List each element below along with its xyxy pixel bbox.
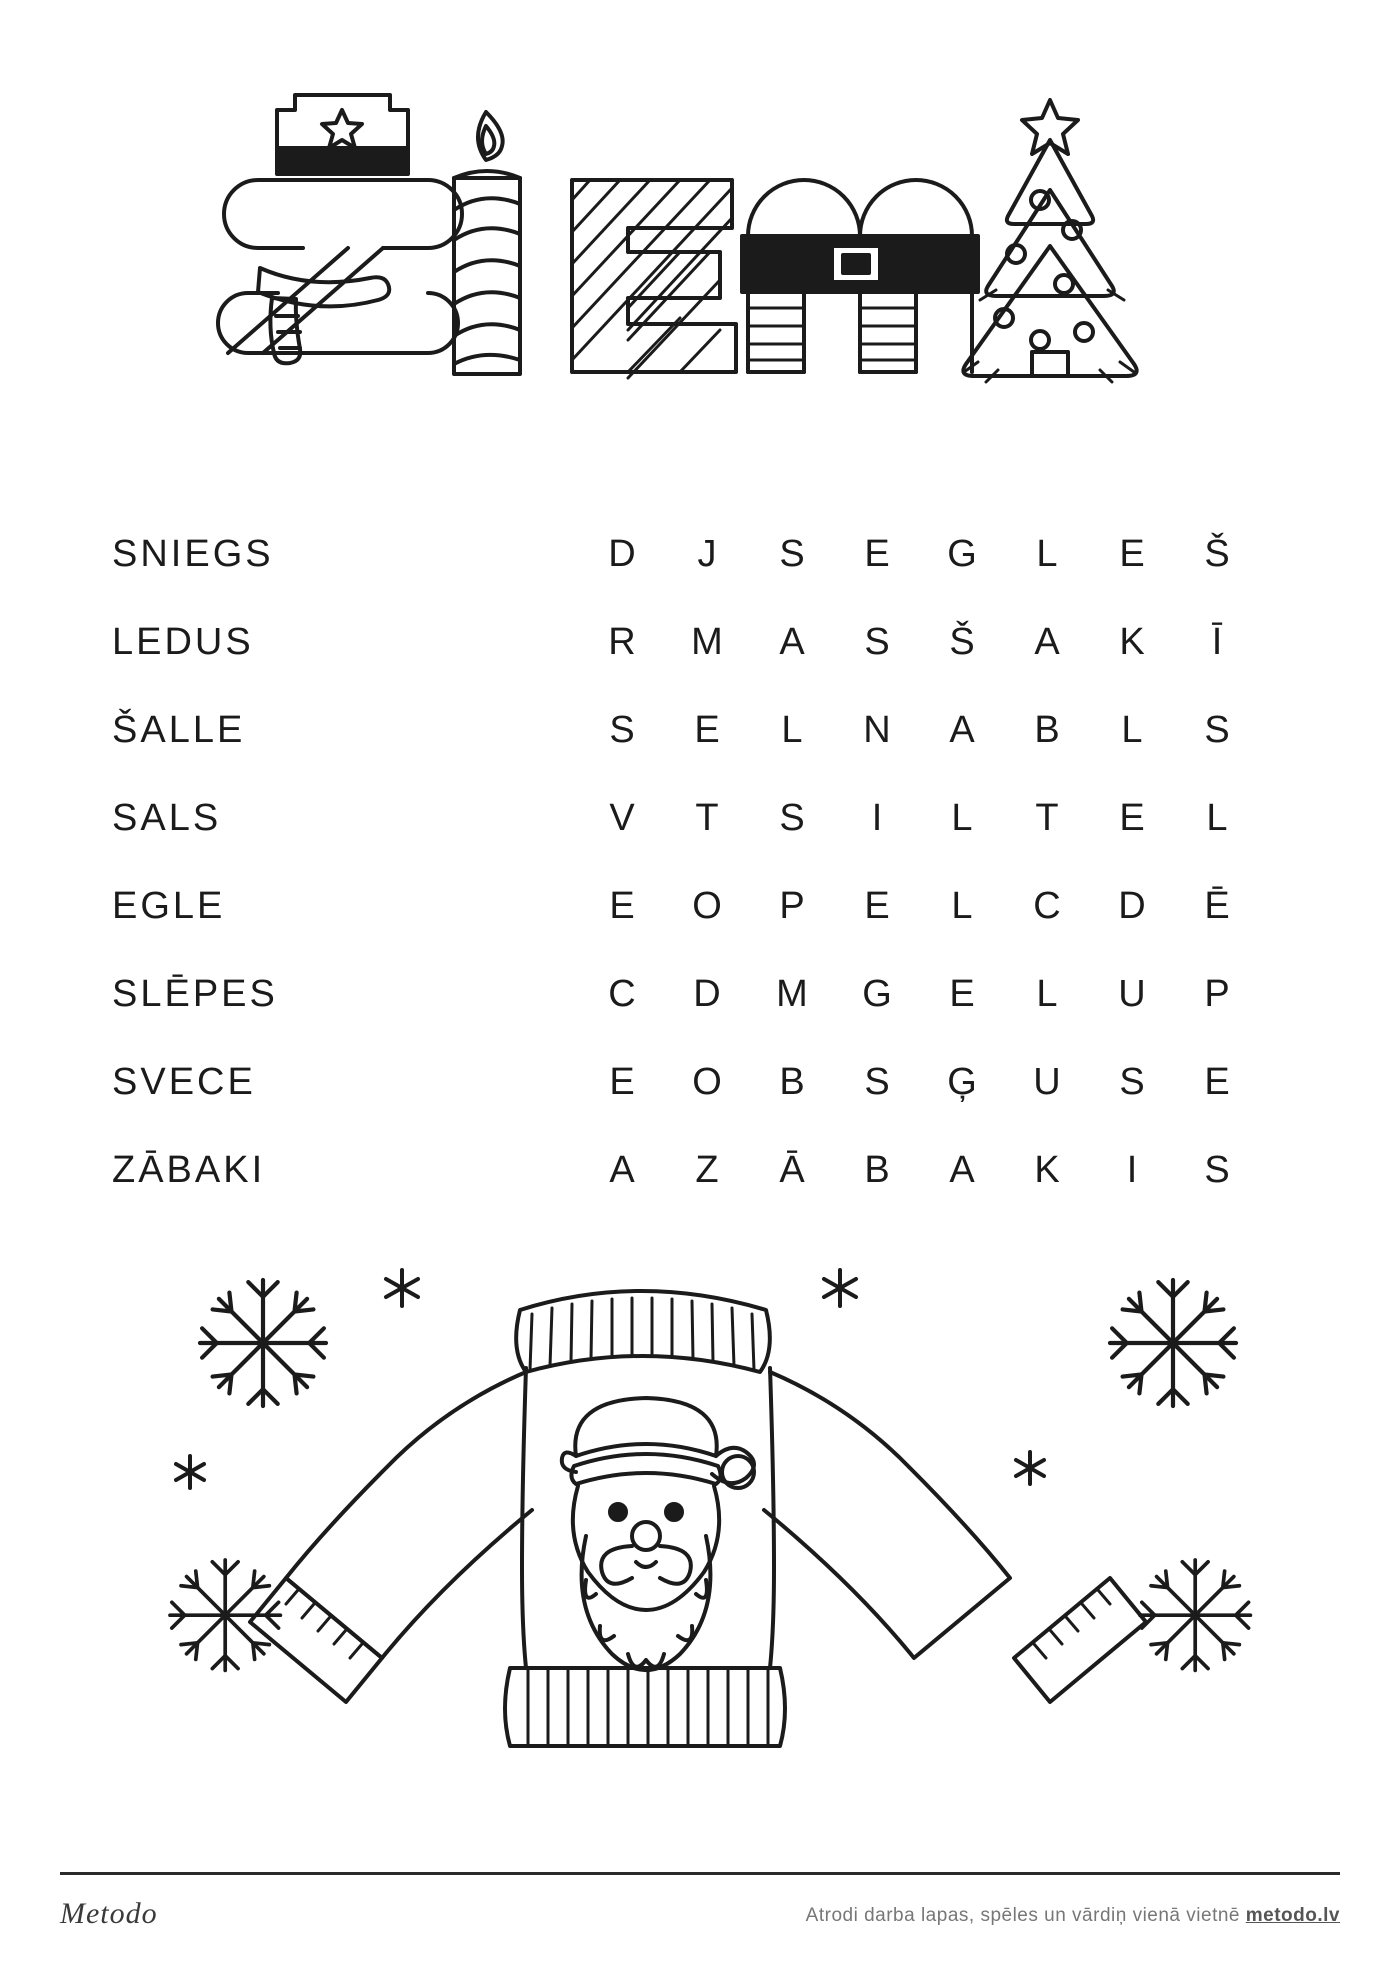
- grid-cell: N: [863, 708, 892, 751]
- grid-cell: L: [1121, 708, 1144, 751]
- word-search-puzzle: [0, 510, 1400, 1190]
- grid-cell: O: [692, 884, 723, 927]
- word-list-item: ŠALLE: [112, 709, 246, 751]
- grid-cell: G: [862, 972, 893, 1015]
- grid-cell: U: [1033, 1060, 1062, 1103]
- grid-cell: O: [692, 1060, 723, 1103]
- grid-cell: L: [1036, 532, 1059, 575]
- grid-cell: M: [691, 620, 724, 663]
- grid-cell: K: [1119, 620, 1146, 663]
- title-illustration-ziema: [120, 40, 1280, 430]
- grid-cell: P: [779, 884, 806, 927]
- word-list-item: SVECE: [112, 1061, 256, 1103]
- footer-note: [806, 1905, 1340, 1931]
- grid-cell: L: [951, 796, 974, 839]
- brand-logo: Metodo: [60, 1897, 158, 1930]
- grid-cell: G: [947, 532, 978, 575]
- word-list-item: SALS: [112, 797, 222, 839]
- grid-cell: U: [1118, 972, 1147, 1015]
- grid-cell: E: [609, 1060, 636, 1103]
- grid-cell: A: [1034, 620, 1061, 663]
- grid-cell: A: [949, 708, 976, 751]
- grid-cell: E: [1119, 796, 1146, 839]
- christmas-sweater: [250, 1291, 1146, 1746]
- grid-cell: Ā: [779, 1148, 806, 1191]
- word-list-item: EGLE: [112, 885, 226, 927]
- grid-cell: R: [608, 620, 637, 663]
- grid-cell: Š: [1204, 532, 1231, 575]
- grid-cell: T: [1035, 796, 1060, 839]
- grid-cell: E: [694, 708, 721, 751]
- grid-cell: E: [949, 972, 976, 1015]
- grid-cell: C: [608, 972, 637, 1015]
- grid-cell: E: [1119, 532, 1146, 575]
- word-list-item: ZĀBAKI: [112, 1149, 266, 1191]
- grid-cell: S: [609, 708, 636, 751]
- grid-cell: S: [1119, 1060, 1146, 1103]
- grid-cell: D: [608, 532, 637, 575]
- grid-cell: L: [1036, 972, 1059, 1015]
- grid-row: [580, 1038, 1260, 1126]
- grid-cell: B: [864, 1148, 891, 1191]
- word-list-item: SLĒPES: [112, 973, 278, 1015]
- grid-cell: A: [949, 1148, 976, 1191]
- grid-cell: I: [1126, 1148, 1139, 1191]
- letter-grid: [580, 510, 1260, 1214]
- grid-cell: V: [609, 796, 636, 839]
- letter-i-candle: [454, 112, 520, 374]
- grid-cell: Ģ: [947, 1060, 978, 1103]
- grid-row: [580, 686, 1260, 774]
- grid-cell: E: [864, 532, 891, 575]
- grid-row: [580, 510, 1260, 598]
- snowflake-icon: [170, 1560, 280, 1670]
- grid-cell: Š: [949, 620, 976, 663]
- letter-a-christmas-tree: [963, 100, 1136, 382]
- snowflake-icon: [1110, 1280, 1236, 1406]
- grid-cell: S: [779, 532, 806, 575]
- grid-cell: A: [609, 1148, 636, 1191]
- grid-cell: L: [951, 884, 974, 927]
- grid-cell: I: [871, 796, 884, 839]
- grid-cell: C: [1033, 884, 1062, 927]
- grid-row: [580, 774, 1260, 862]
- grid-cell: E: [609, 884, 636, 927]
- snowflake-icon: [1140, 1560, 1250, 1670]
- grid-cell: Ē: [1204, 884, 1231, 927]
- grid-cell: S: [1204, 708, 1231, 751]
- grid-cell: D: [1118, 884, 1147, 927]
- grid-cell: Z: [695, 1148, 720, 1191]
- grid-cell: S: [1204, 1148, 1231, 1191]
- sweater-illustration: [80, 1250, 1330, 1830]
- grid-cell: M: [776, 972, 809, 1015]
- grid-cell: E: [1204, 1060, 1231, 1103]
- grid-cell: L: [781, 708, 804, 751]
- santa-face-motif: [562, 1398, 754, 1670]
- letter-m-santa-legs: [742, 180, 978, 372]
- letter-z-snowman: [218, 95, 462, 363]
- grid-cell: S: [864, 620, 891, 663]
- grid-cell: P: [1204, 972, 1231, 1015]
- grid-cell: B: [1034, 708, 1061, 751]
- word-list: [112, 510, 442, 1214]
- grid-cell: S: [864, 1060, 891, 1103]
- grid-cell: Ī: [1211, 620, 1224, 663]
- footer: [60, 1872, 1340, 1931]
- grid-cell: E: [864, 884, 891, 927]
- grid-row: [580, 950, 1260, 1038]
- footer-brand-link[interactable]: metodo.lv: [1245, 1905, 1340, 1926]
- grid-cell: A: [779, 620, 806, 663]
- word-list-item: LEDUS: [112, 621, 254, 663]
- word-list-item: SNIEGS: [112, 533, 274, 575]
- grid-cell: D: [693, 972, 722, 1015]
- grid-row: [580, 1126, 1260, 1214]
- grid-row: [580, 598, 1260, 686]
- grid-cell: K: [1034, 1148, 1061, 1191]
- footer-note-text: Atrodi darba lapas, spēles un vārdiņ vienā vietnē: [805, 1905, 1246, 1926]
- grid-cell: T: [695, 796, 720, 839]
- snowflake-icon: [200, 1280, 326, 1406]
- letter-e-striped: [572, 180, 736, 378]
- grid-cell: J: [697, 532, 718, 575]
- grid-row: [580, 862, 1260, 950]
- grid-cell: S: [779, 796, 806, 839]
- grid-cell: L: [1206, 796, 1229, 839]
- grid-cell: B: [779, 1060, 806, 1103]
